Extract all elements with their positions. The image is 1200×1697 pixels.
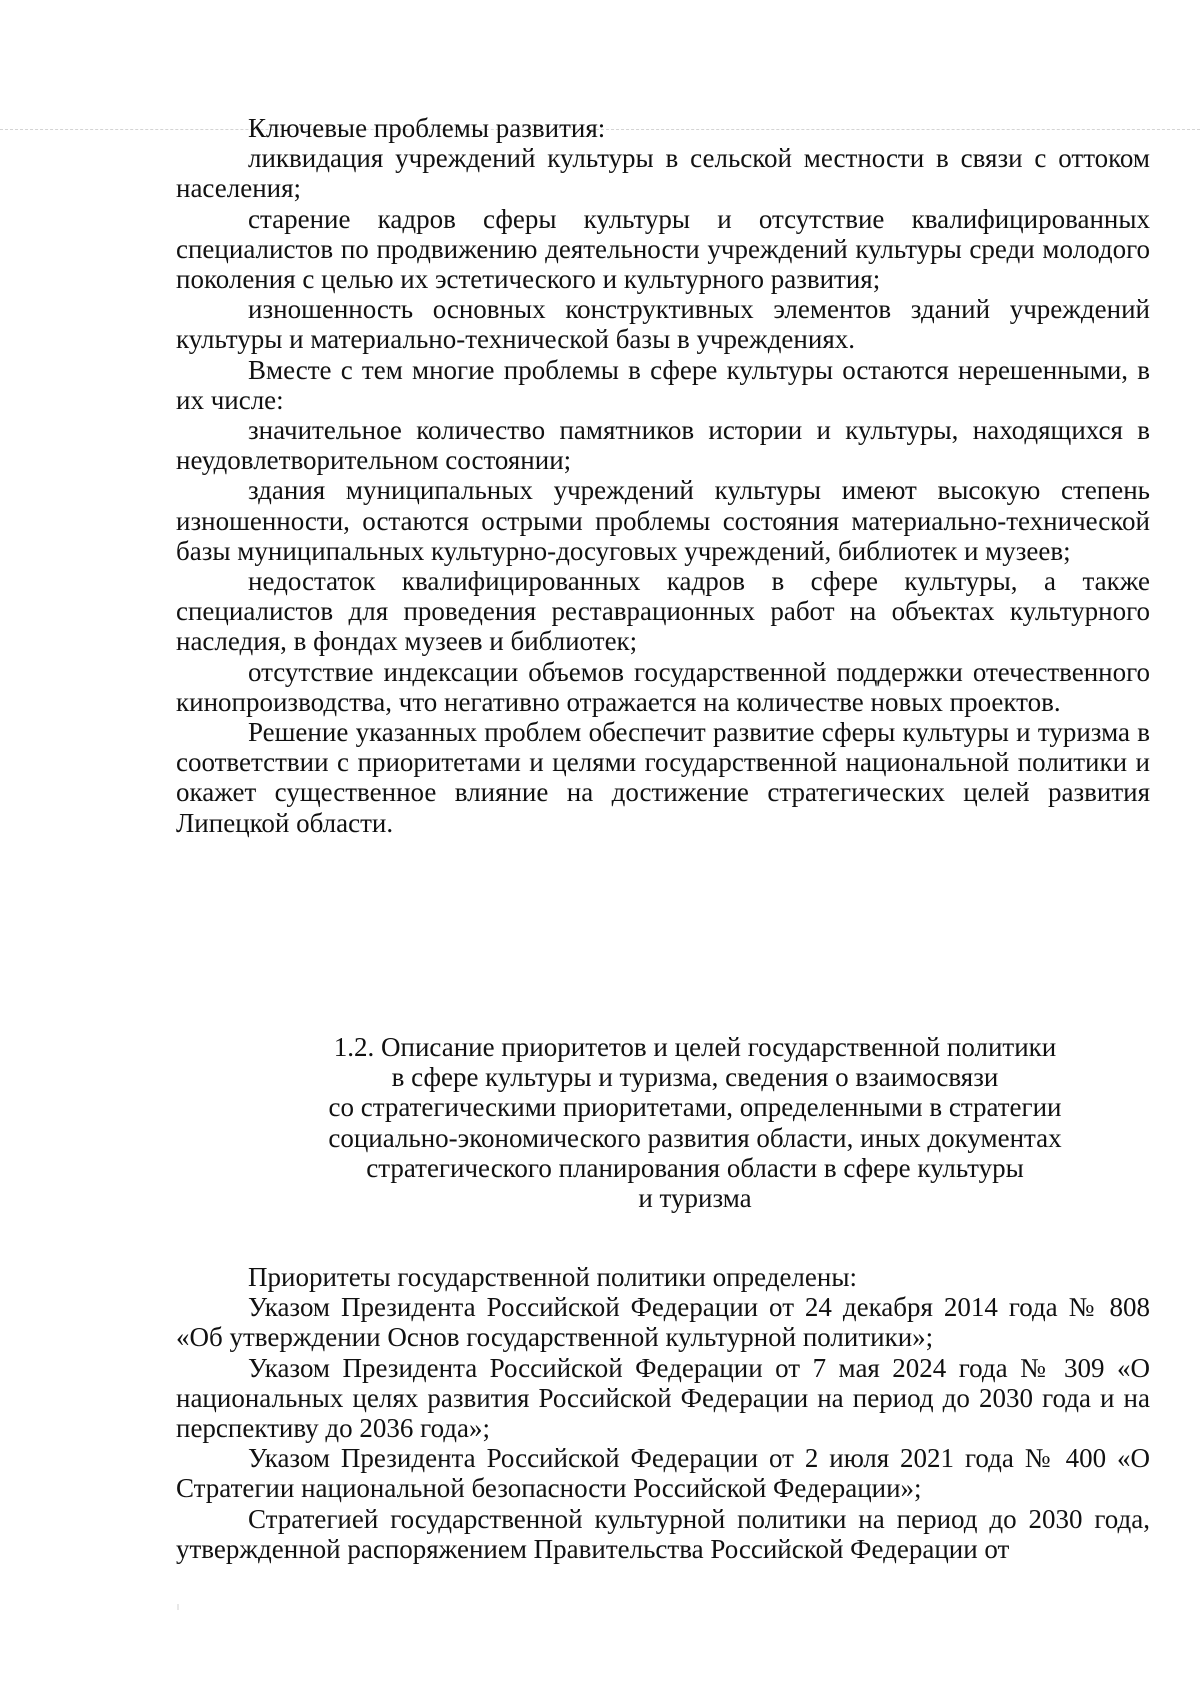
paragraph-liquidation: ликвидация учреждений культуры в сельской местности в связи с оттоком населения; (176, 143, 1150, 204)
paragraph-key-problems: Ключевые проблемы развития: (248, 113, 606, 143)
paragraph-unsolved: Вместе с тем многие проблемы в сфере культуры остаются нерешенными, в их числе: (176, 354, 1150, 415)
paragraph-monuments: значительное количество памятников истории и культуры, находящихся в неудовлетворительном состоянии; (176, 415, 1150, 476)
heading-line: социально-экономического развития области, иных документах (328, 1122, 1062, 1153)
paragraph-wear: изношенность основных конструктивных элементов зданий учреждений культуры и материально-технической базы в учреждениях. (176, 294, 1150, 355)
section-heading (240, 1032, 1150, 1213)
paragraph-solution: Решение указанных проблем обеспечит развитие сферы культуры и туризма в соответствии с приоритетами и целями государственной национальной политики и окажет существенное влияние на достижение стратегических целей развития Липецкой области. (176, 717, 1150, 838)
top-text-block (176, 113, 1150, 838)
paragraph-buildings: здания муниципальных учреждений культуры имеют высокую степень изношенности, остаются острыми проблемы состояния материально-технической базы муниципальных культурно-досуговых учреждений, библиотек и музеев; (176, 475, 1150, 566)
paragraph-decree-808: Указом Президента Российской Федерации от 24 декабря 2014 года № 808 «Об утверждении Основ государственной культурной политики»; (176, 1292, 1150, 1353)
scan-speck (177, 1604, 179, 1610)
paragraph-decree-400: Указом Президента Российской Федерации от 2 июля 2021 года № 400 «О Стратегии национальной безопасности Российской Федерации»; (176, 1443, 1150, 1504)
heading-line: стратегического планирования области в сфере культуры (366, 1152, 1024, 1183)
paragraph-strategy: Стратегией государственной культурной политики на период до 2030 года, утвержденной распоряжением Правительства Российской Федерации от (176, 1503, 1150, 1564)
paragraph-aging-staff: старение кадров сферы культуры и отсутствие квалифицированных специалистов по продвижению деятельности учреждений культуры среди молодого поколения с целью их эстетического и культурного развития; (176, 203, 1150, 295)
heading-line: 1.2. Описание приоритетов и целей государственной политики (333, 1032, 1057, 1062)
heading-line: в сфере культуры и туризма, сведения о взаимосвязи (391, 1062, 999, 1093)
paragraph-staff-shortage: недостаток квалифицированных кадров в сфере культуры, а также специалистов для проведения реставрационных работ на объектах культурного наследия, в фондах музеев и библиотек; (176, 566, 1150, 657)
bottom-text-block (176, 1262, 1150, 1564)
paragraph-decree-309: Указом Президента Российской Федерации от 7 мая 2024 года № 309 «О национальных целях развития Российской Федерации на период до 2030 года и на перспективу до 2036 года»; (176, 1352, 1150, 1444)
paragraph-cinema: отсутствие индексации объемов государственной поддержки отечественного кинопроизводства, что негативно отражается на количестве новых проектов. (176, 656, 1150, 717)
heading-line: и туризма (638, 1183, 752, 1214)
paragraph-priorities: Приоритеты государственной политики определены: (248, 1262, 857, 1292)
heading-line: со стратегическими приоритетами, определенными в стратегии (328, 1092, 1062, 1123)
